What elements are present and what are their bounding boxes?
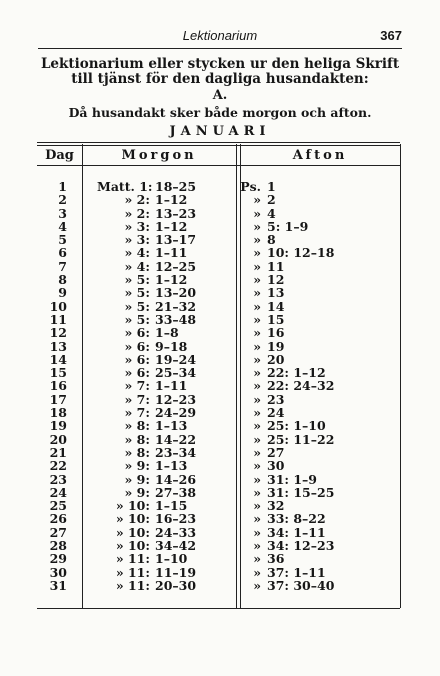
evening-book: » xyxy=(253,431,261,447)
section-label: A. xyxy=(212,88,228,103)
evening-book: » xyxy=(253,338,261,354)
evening-book: » xyxy=(253,205,261,221)
table-row xyxy=(37,326,400,339)
month-title: JANUARI xyxy=(169,124,271,139)
evening-passage: 22: 24–32 xyxy=(267,378,335,394)
table-row xyxy=(37,193,400,206)
day-cell: 16 xyxy=(49,378,67,394)
day-cell: 19 xyxy=(49,418,67,434)
evening-passage: 36 xyxy=(267,551,285,567)
evening-passage: 10: 12–18 xyxy=(267,245,335,261)
evening-passage: 16 xyxy=(267,325,285,341)
day-cell: 29 xyxy=(49,551,67,567)
column-header-morning: Morgon xyxy=(121,148,197,163)
morning-book-chapter: » 5: xyxy=(124,285,150,301)
morning-verses: 1–10 xyxy=(155,551,188,567)
evening-passage: 27 xyxy=(267,444,285,460)
evening-book: » xyxy=(253,325,261,341)
table-row xyxy=(37,473,400,486)
day-cell: 11 xyxy=(49,311,67,327)
morning-book-chapter: » 9: xyxy=(124,458,150,474)
morning-verses: 24–29 xyxy=(155,405,197,421)
morning-verses: 9–18 xyxy=(155,338,188,354)
evening-passage: 24 xyxy=(267,405,285,421)
morning-verses: 1–13 xyxy=(155,418,188,434)
evening-passage: 34: 1–11 xyxy=(267,524,326,540)
table-row xyxy=(37,286,400,299)
morning-book-chapter: » 5: xyxy=(124,298,150,314)
running-title: Lektionarium xyxy=(182,28,258,43)
evening-passage: 25: 1–10 xyxy=(267,418,326,434)
day-cell: 12 xyxy=(49,325,67,341)
day-cell: 28 xyxy=(49,538,67,554)
table-row xyxy=(37,459,400,472)
morning-book-chapter: » 8: xyxy=(124,431,150,447)
evening-passage: 4 xyxy=(267,205,276,221)
table-row xyxy=(37,220,400,233)
morning-book-chapter: » 7: xyxy=(124,405,150,421)
evening-passage: 19 xyxy=(267,338,285,354)
page-number: 367 xyxy=(380,28,402,43)
morning-book-chapter: » 4: xyxy=(124,258,150,274)
evening-passage: 20 xyxy=(267,351,285,367)
morning-book-chapter: » 11: xyxy=(115,577,150,593)
morning-verses: 13–17 xyxy=(155,232,197,248)
day-cell: 13 xyxy=(49,338,67,354)
morning-verses: 16–23 xyxy=(155,511,197,527)
table-right-border xyxy=(400,144,401,608)
heading-line-1: Lektionarium eller stycken ur den heliga Skrift xyxy=(40,56,400,72)
evening-book: » xyxy=(253,218,261,234)
column-header-day: Dag xyxy=(45,148,74,163)
evening-passage: 2 xyxy=(267,192,276,208)
morning-book-chapter: » 10: xyxy=(115,498,150,514)
table-row xyxy=(37,499,400,512)
day-cell: 15 xyxy=(49,365,67,381)
day-cell: 31 xyxy=(49,577,67,593)
running-head xyxy=(38,28,402,49)
day-cell: 6 xyxy=(58,245,67,261)
morning-verses: 1–8 xyxy=(155,325,179,341)
table-row xyxy=(37,353,400,366)
morning-verses: 23–34 xyxy=(155,444,197,460)
table-row xyxy=(37,419,400,432)
morning-verses: 1–11 xyxy=(155,378,188,394)
evening-book: » xyxy=(253,564,261,580)
evening-book: » xyxy=(253,232,261,248)
evening-book: » xyxy=(253,365,261,381)
day-cell: 22 xyxy=(49,458,67,474)
evening-book: » xyxy=(253,484,261,500)
morning-book-chapter: » 7: xyxy=(124,378,150,394)
table-row xyxy=(37,246,400,259)
morning-verses: 1–13 xyxy=(155,458,188,474)
morning-verses: 1–12 xyxy=(155,192,188,208)
morning-verses: 1–11 xyxy=(155,245,188,261)
day-cell: 27 xyxy=(49,524,67,540)
evening-passage: 30 xyxy=(267,458,285,474)
morning-book-chapter: » 6: xyxy=(124,365,150,381)
morning-book-chapter: » 8: xyxy=(124,444,150,460)
evening-book: » xyxy=(253,418,261,434)
evening-book: » xyxy=(253,524,261,540)
morning-book-chapter: » 2: xyxy=(124,205,150,221)
table-row xyxy=(37,313,400,326)
evening-passage: 14 xyxy=(267,298,285,314)
table-row xyxy=(37,446,400,459)
evening-book: » xyxy=(253,498,261,514)
table-row xyxy=(37,300,400,313)
evening-passage: 37: 30–40 xyxy=(267,577,335,593)
day-cell: 7 xyxy=(58,258,67,274)
morning-book-chapter: » 3: xyxy=(124,232,150,248)
morning-verses: 12–23 xyxy=(155,391,197,407)
evening-book: » xyxy=(253,258,261,274)
evening-book: » xyxy=(253,405,261,421)
evening-book: » xyxy=(253,391,261,407)
evening-passage: 13 xyxy=(267,285,285,301)
evening-book: » xyxy=(253,458,261,474)
table-row xyxy=(37,273,400,286)
morning-book-chapter: » 10: xyxy=(115,524,150,540)
day-cell: 3 xyxy=(58,205,67,221)
morning-verses: 1–15 xyxy=(155,498,188,514)
morning-book-chapter: » 11: xyxy=(115,551,150,567)
table-row xyxy=(37,366,400,379)
table-row xyxy=(37,406,400,419)
day-cell: 5 xyxy=(58,232,67,248)
day-cell: 17 xyxy=(49,391,67,407)
evening-book: » xyxy=(253,351,261,367)
day-cell: 9 xyxy=(58,285,67,301)
table-row xyxy=(37,579,400,592)
column-header-evening: Afton xyxy=(292,148,348,163)
morning-book-chapter: » 6: xyxy=(124,351,150,367)
table-row xyxy=(37,340,400,353)
table-header-rule xyxy=(37,165,400,166)
table-row xyxy=(37,512,400,525)
table-row xyxy=(37,433,400,446)
morning-book-chapter: » 6: xyxy=(124,338,150,354)
evening-book: » xyxy=(253,298,261,314)
morning-verses: 14–22 xyxy=(155,431,197,447)
morning-book-chapter: » 5: xyxy=(124,311,150,327)
table-row xyxy=(37,207,400,220)
table-row xyxy=(37,539,400,552)
evening-passage: 8 xyxy=(267,232,276,248)
evening-passage: 31: 1–9 xyxy=(267,471,318,487)
morning-verses: 12–25 xyxy=(155,258,197,274)
day-cell: 14 xyxy=(49,351,67,367)
morning-book-chapter: » 10: xyxy=(115,511,150,527)
day-cell: 2 xyxy=(58,192,67,208)
morning-verses: 20–30 xyxy=(155,577,197,593)
evening-passage: 1 xyxy=(267,179,276,194)
page-heading xyxy=(20,57,420,87)
evening-book: » xyxy=(253,285,261,301)
table-row xyxy=(37,393,400,406)
evening-book: » xyxy=(253,245,261,261)
morning-verses: 24–33 xyxy=(155,524,197,540)
morning-verses: 34–42 xyxy=(155,538,197,554)
evening-passage: 15 xyxy=(267,311,285,327)
evening-passage: 32 xyxy=(267,498,285,514)
day-cell: 23 xyxy=(49,471,67,487)
morning-book-chapter: » 10: xyxy=(115,538,150,554)
morning-verses: 18–25 xyxy=(155,179,197,194)
day-cell: 26 xyxy=(49,511,67,527)
evening-passage: 31: 15–25 xyxy=(267,484,335,500)
table-row xyxy=(37,552,400,565)
morning-verses: 21–32 xyxy=(155,298,197,314)
morning-verses: 1–12 xyxy=(155,218,188,234)
evening-passage: 12 xyxy=(267,272,285,288)
morning-verses: 14–26 xyxy=(155,471,197,487)
morning-verses: 1–12 xyxy=(155,272,188,288)
section-subtitle: Då husandakt sker både morgon och afton. xyxy=(68,105,372,120)
evening-book: » xyxy=(253,538,261,554)
evening-passage: 11 xyxy=(267,258,285,274)
morning-verses: 27–38 xyxy=(155,484,197,500)
morning-verses: 25–34 xyxy=(155,365,197,381)
evening-book: » xyxy=(253,471,261,487)
day-cell: 1 xyxy=(58,179,67,194)
evening-book: » xyxy=(253,378,261,394)
evening-passage: 22: 1–12 xyxy=(267,365,326,381)
heading-line-2: till tjänst för den dagliga husandakten: xyxy=(71,71,369,87)
morning-verses: 19–24 xyxy=(155,351,197,367)
morning-verses: 13–23 xyxy=(155,205,197,221)
day-cell: 18 xyxy=(49,405,67,421)
evening-book: » xyxy=(253,444,261,460)
day-cell: 25 xyxy=(49,498,67,514)
table-row xyxy=(37,379,400,392)
day-cell: 10 xyxy=(49,298,67,314)
morning-book-chapter: » 11: xyxy=(115,564,150,580)
evening-passage: 34: 12–23 xyxy=(267,538,335,554)
lection-table-body xyxy=(37,180,400,592)
evening-book: Ps. xyxy=(240,179,261,194)
table-top-rule-inner xyxy=(37,145,400,146)
morning-book-chapter: Matt. 1: xyxy=(97,179,153,194)
evening-passage: 25: 11–22 xyxy=(267,431,335,447)
morning-verses: 13–20 xyxy=(155,285,197,301)
morning-book-chapter: » 5: xyxy=(124,272,150,288)
day-cell: 4 xyxy=(58,218,67,234)
day-cell: 8 xyxy=(58,272,67,288)
day-cell: 24 xyxy=(49,484,67,500)
evening-book: » xyxy=(253,311,261,327)
table-row xyxy=(37,180,400,193)
evening-book: » xyxy=(253,272,261,288)
evening-passage: 23 xyxy=(267,391,285,407)
evening-book: » xyxy=(253,577,261,593)
table-row xyxy=(37,233,400,246)
morning-book-chapter: » 9: xyxy=(124,484,150,500)
table-bottom-rule xyxy=(37,608,400,609)
evening-passage: 37: 1–11 xyxy=(267,564,326,580)
evening-book: » xyxy=(253,551,261,567)
morning-book-chapter: » 3: xyxy=(124,218,150,234)
evening-passage: 33: 8–22 xyxy=(267,511,326,527)
table-row xyxy=(37,566,400,579)
evening-passage: 5: 1–9 xyxy=(267,218,309,234)
morning-book-chapter: » 4: xyxy=(124,245,150,261)
morning-book-chapter: » 8: xyxy=(124,418,150,434)
morning-verses: 11–19 xyxy=(155,564,197,580)
table-row xyxy=(37,526,400,539)
morning-book-chapter: » 6: xyxy=(124,325,150,341)
evening-book: » xyxy=(253,511,261,527)
evening-book: » xyxy=(253,192,261,208)
day-cell: 20 xyxy=(49,431,67,447)
day-cell: 21 xyxy=(49,444,67,460)
day-cell: 30 xyxy=(49,564,67,580)
table-row xyxy=(37,260,400,273)
table-top-rule xyxy=(37,142,400,143)
morning-book-chapter: » 9: xyxy=(124,471,150,487)
morning-book-chapter: » 2: xyxy=(124,192,150,208)
morning-verses: 33–48 xyxy=(155,311,197,327)
morning-book-chapter: » 7: xyxy=(124,391,150,407)
table-row xyxy=(37,486,400,499)
